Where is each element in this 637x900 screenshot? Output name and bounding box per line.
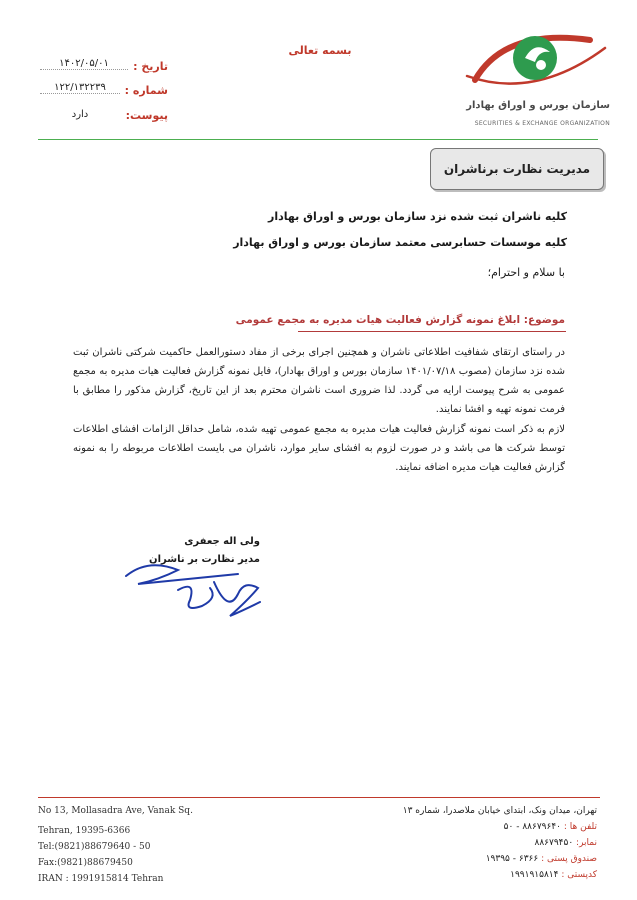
footer-address-en-5: IRAN : 1991915814 Tehran <box>38 874 164 884</box>
addressee-line-2: کلیه موسسات حسابرسی معتمد سازمان بورس و اوراق بهادار <box>233 236 567 249</box>
footer-postal-label: کدپستی : <box>561 870 597 880</box>
signatory-name: ولی اله جعفری <box>184 536 260 547</box>
footer-address-fa: تهران، میدان ونک، ابتدای خیابان ملاصدرا، شماره ۱۳ <box>402 806 597 816</box>
date-value: ۱۴۰۲/۰۵/۰۱ <box>40 58 128 70</box>
attachment-label: پیوست: <box>125 109 168 122</box>
footer-address-en-4: Fax:(9821)88679450 <box>38 858 133 868</box>
number-label: شماره : <box>124 84 168 97</box>
seo-logo-icon <box>455 18 615 133</box>
salutation: با سلام و احترام؛ <box>487 266 565 279</box>
signatory-title: مدیر نظارت بر ناشران <box>149 554 260 565</box>
footer-address-en-3: Tel:(9821)88679640 - 50 <box>38 842 151 852</box>
attachment-value: دارد <box>71 109 89 120</box>
footer-divider <box>38 797 600 798</box>
footer-phone-label: تلفن ها : <box>563 822 597 832</box>
addressee-line-1: کلیه ناشران ثبت شده نزد سازمان بورس و اوراق بهادار <box>268 210 567 223</box>
header-divider <box>38 139 598 140</box>
org-name-en: SECURITIES & EXCHANGE ORGANIZATION <box>474 120 610 127</box>
subject-underline <box>298 331 566 332</box>
body-paragraph-2: لازم به ذکر است نمونه گزارش فعالیت هیات مدیره به مجمع عمومی تهیه شده، شامل حداقل الزامات افشای اطلاعات توسط شرکت ها می باشد و در صورت لزوم به افشای سایر موارد، ناشران می بایست اطلاعات مربوطه را به نمونه گزارش فعالیت هیات مدیره اضافه نمایند. <box>73 424 565 473</box>
org-name-fa: سازمان بورس و اوراق بهادار <box>466 100 610 111</box>
footer-pobox-label: صندوق پستی : <box>541 854 597 864</box>
footer-fax <box>357 838 597 848</box>
date-label: تاریخ : <box>133 60 168 73</box>
footer-address-en-2: Tehran, 19395-6366 <box>38 826 131 836</box>
footer-pobox-value: ۶۳۶۶ - ۱۹۳۹۵ <box>485 854 539 864</box>
body-paragraph-1: در راستای ارتقای شفافیت اطلاعاتی ناشران و همچنین اجرای برخی از مفاد دستورالعمل حاکمیت شرکتی ناشران ثبت شده نزد سازمان (مصوب ۱۴۰۱/۰۷/۱۸ سازمان بورس و اوراق بهادار)، فایل نمونه گزارش فعالیت هیات مدیره به مجمع عمومی به شرح پیوست ارایه می گردد. لذا ضروری است ناشران محترم بعد از این تاریخ، گزارش مذکور را مطابق با فرمت نمونه تهیه و افشا نمایند. <box>73 347 565 415</box>
footer-fax-label: نمابر: <box>576 838 597 848</box>
bismillah-heading: بسمه تعالی <box>288 44 352 57</box>
footer-phone-value: ۸۸۶۷۹۶۴۰ - ۵۰ <box>503 822 561 832</box>
footer-fax-value: ۸۸۶۷۹۴۵۰ <box>534 838 574 848</box>
subject-line: موضوع: ابلاغ نمونه گزارش فعالیت هیات مدیره به مجمع عمومی <box>235 314 565 326</box>
footer-address-en-1: No 13, Mollasadra Ave, Vanak Sq. <box>38 806 193 816</box>
footer-phone <box>357 822 597 832</box>
footer-postal-value: ۱۹۹۱۹۱۵۸۱۴ <box>510 870 559 880</box>
footer-postal <box>357 870 597 880</box>
number-value: ۱۲۲/۱۳۲۲۳۹ <box>40 82 120 94</box>
department-box: مدیریت نظارت برناشران <box>430 148 604 190</box>
footer-pobox <box>357 854 597 864</box>
